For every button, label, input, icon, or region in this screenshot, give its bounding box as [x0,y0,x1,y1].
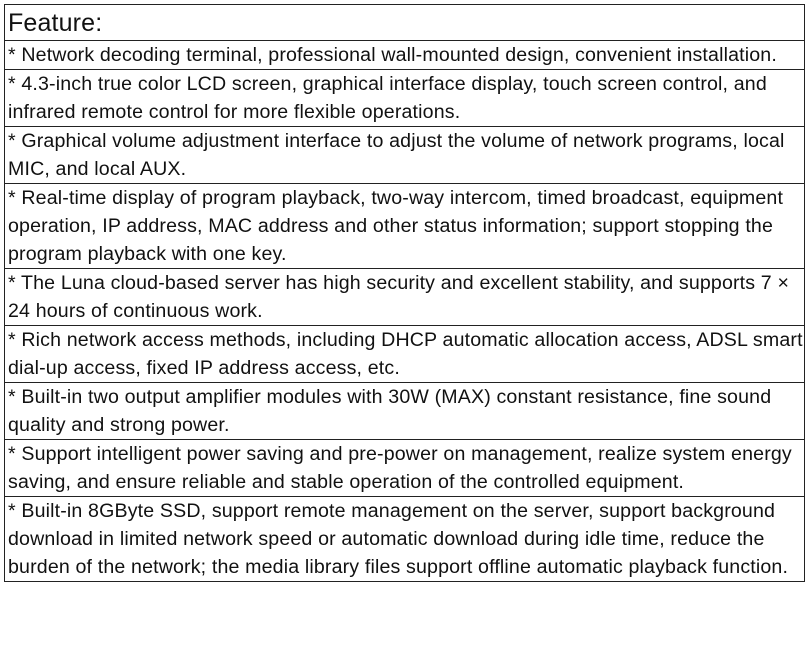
feature-item-cloud-server: * The Luna cloud-based server has high security and excellent stability, and supports 7 × 24 hours of continuous work. [5,269,805,326]
feature-item-realtime-display: * Real-time display of program playback, two-way intercom, timed broadcast, equipment operation, IP address, MAC address and other status information; support stopping the program playback with one key. [5,184,805,269]
title-row [5,5,805,41]
feature-row [5,70,805,127]
feature-item-amplifier: * Built-in two output amplifier modules with 30W (MAX) constant resistance, fine sound quality and strong power. [5,383,805,440]
feature-item-network-access: * Rich network access methods, including DHCP automatic allocation access, ADSL smart dial-up access, fixed IP address access, etc. [5,326,805,383]
feature-row [5,41,805,70]
feature-row [5,326,805,383]
feature-row [5,269,805,326]
feature-row [5,383,805,440]
feature-item-power-saving: * Support intelligent power saving and pre-power on management, realize system energy saving, and ensure reliable and stable operation of the controlled equipment. [5,440,805,497]
feature-table [4,4,805,582]
feature-title: Feature: [5,5,805,41]
feature-row [5,497,805,582]
feature-item-network-decoding: * Network decoding terminal, professional wall-mounted design, convenient installation. [5,41,805,70]
feature-item-lcd-screen: * 4.3-inch true color LCD screen, graphical interface display, touch screen control, and infrared remote control for more flexible operations. [5,70,805,127]
feature-item-ssd-storage: * Built-in 8GByte SSD, support remote management on the server, support background download in limited network speed or automatic download during idle time, reduce the burden of the network; the media library files support offline automatic playback function. [5,497,805,582]
feature-row [5,440,805,497]
feature-row [5,127,805,184]
feature-item-volume-adjustment: * Graphical volume adjustment interface to adjust the volume of network programs, local MIC, and local AUX. [5,127,805,184]
feature-row [5,184,805,269]
